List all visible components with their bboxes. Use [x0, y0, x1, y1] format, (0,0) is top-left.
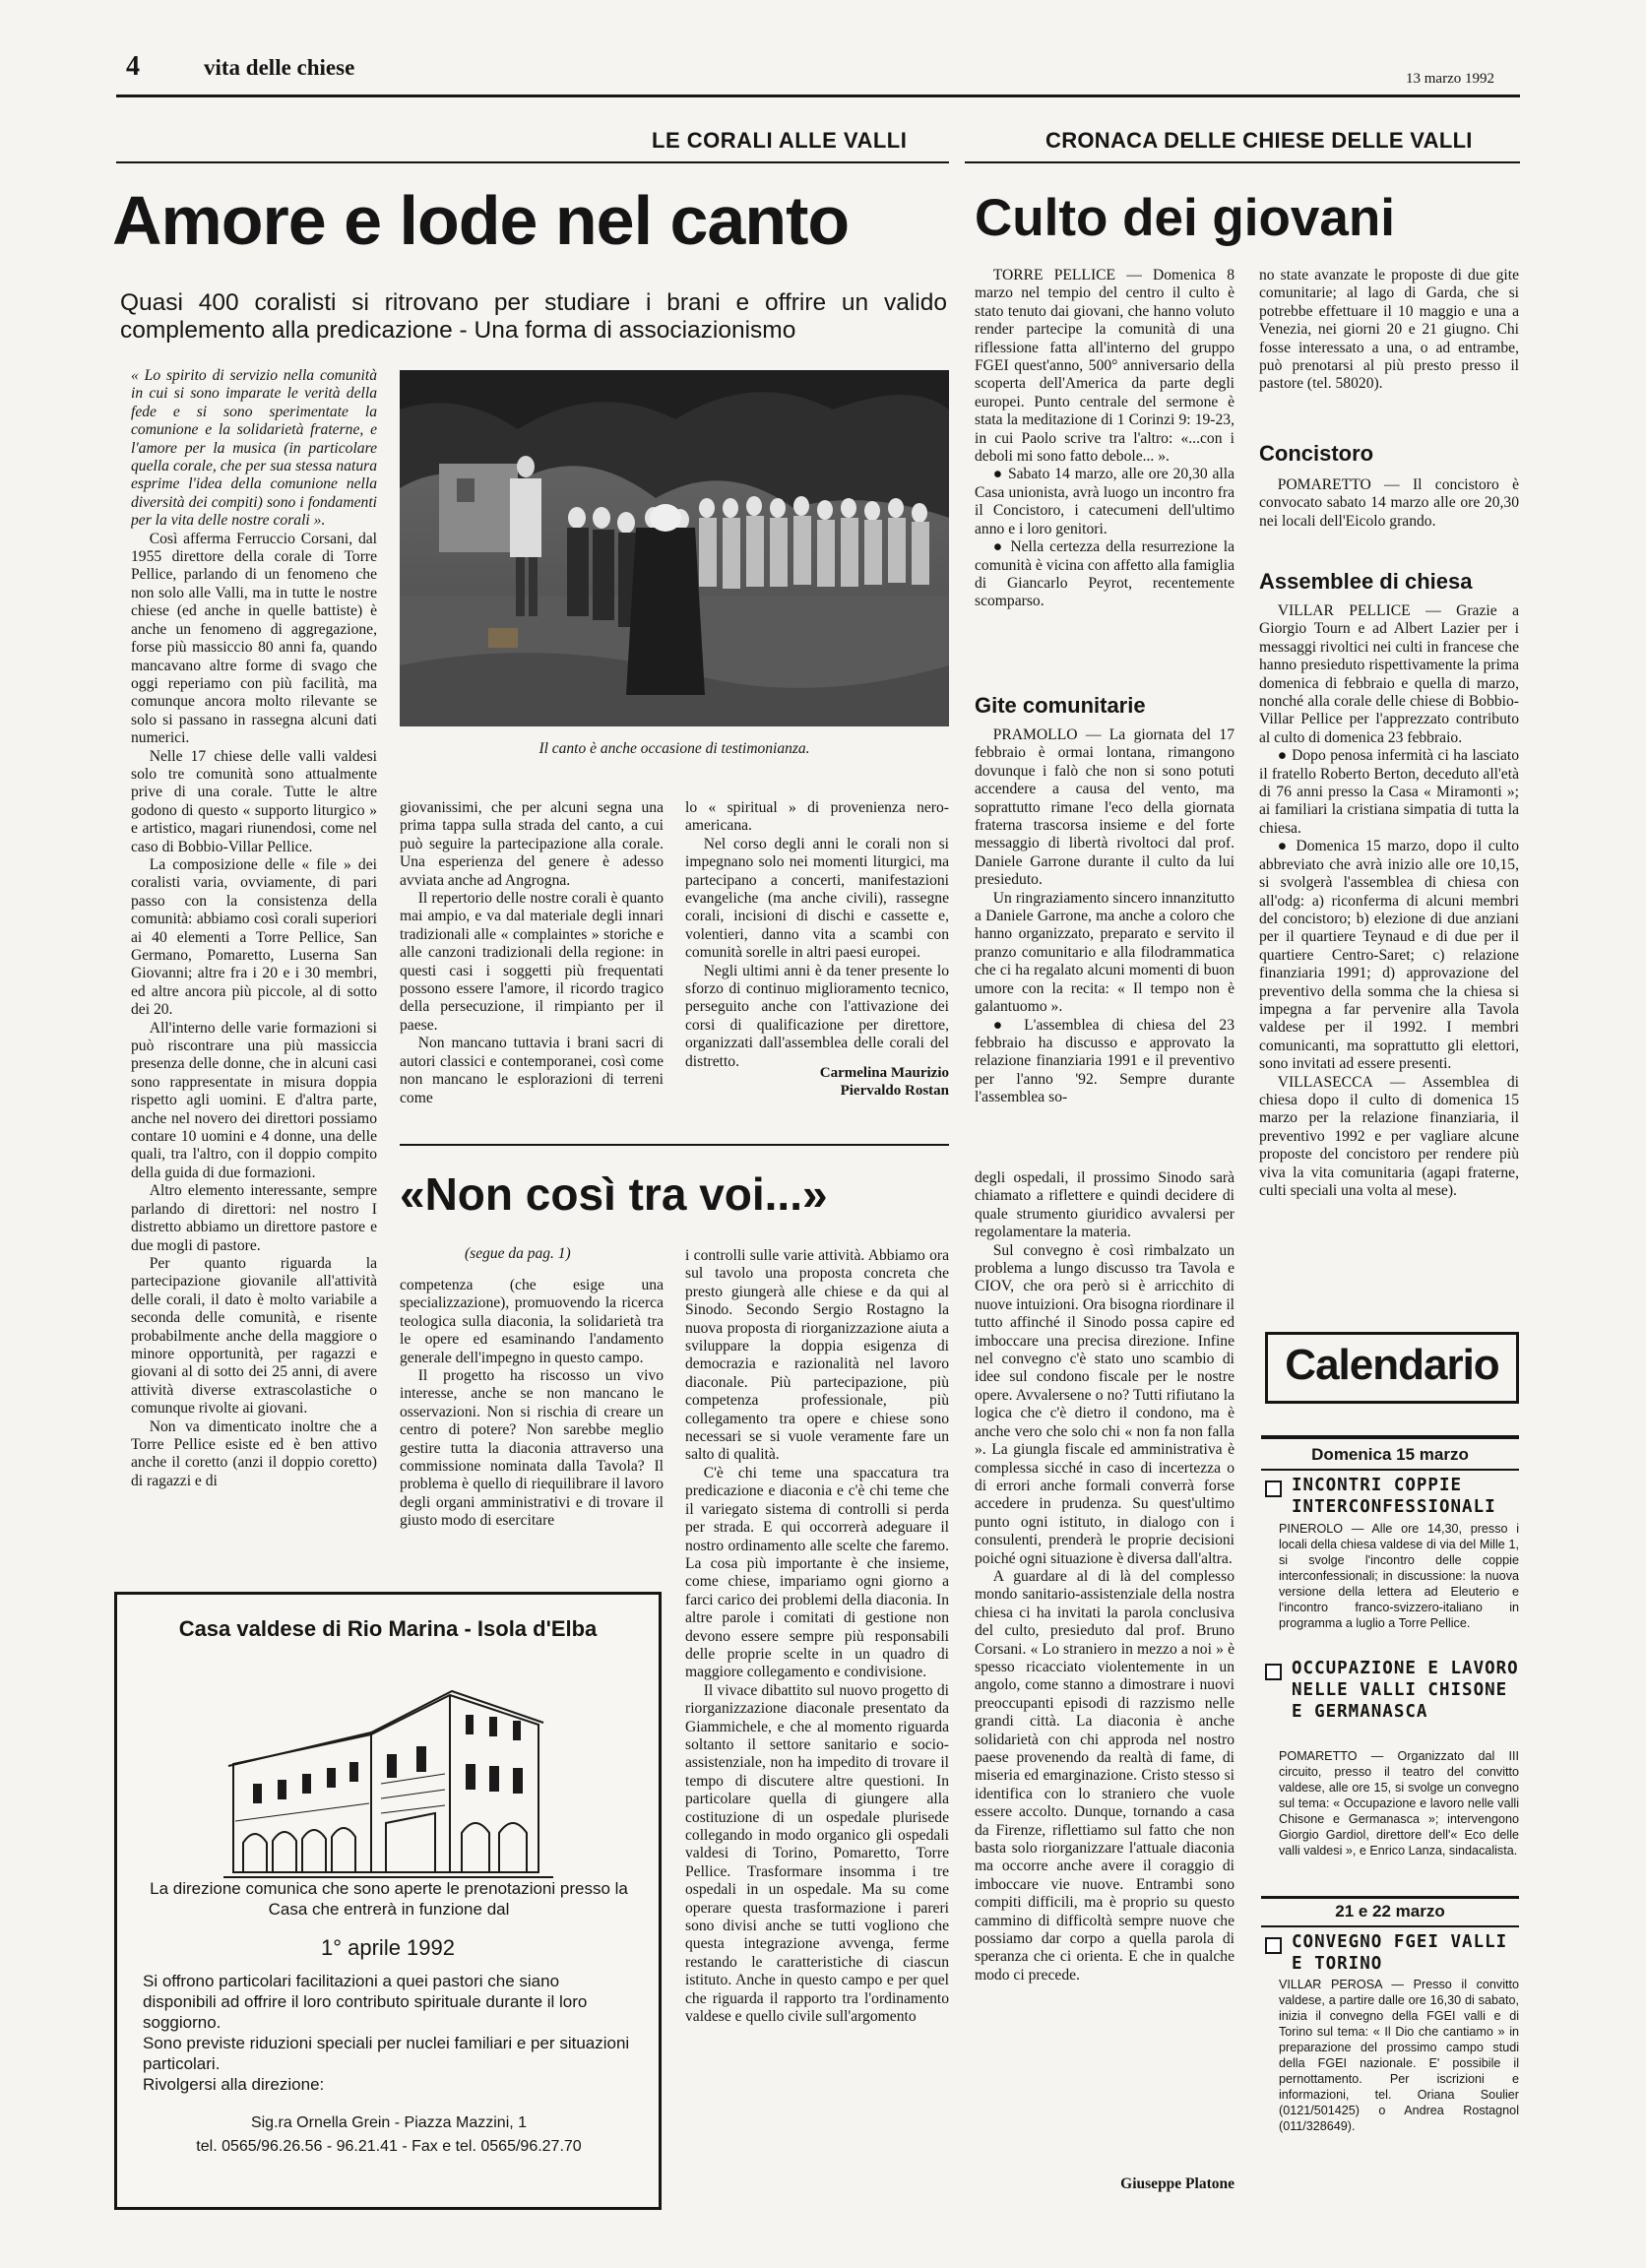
- issue-date: 13 marzo 1992: [1406, 71, 1494, 87]
- calendar-rule: [1261, 1896, 1519, 1899]
- assemblee-column: [1259, 602, 1519, 1313]
- non-cosi-headline: «Non così tra voi...»: [400, 1168, 828, 1220]
- kicker-rule-left: [116, 161, 949, 163]
- ad-body: Si offrono particolari facilitazioni a quei pastori che siano disponibili ad offrire il loro contributo spirituale durante il loro soggiorno. Sono previste riduzioni speciali per nuclei familiari e per situazioni particolari. Rivolgersi alla direzione:: [143, 1972, 630, 2094]
- non-cosi-paragraph: Il vivace dibattito sul nuovo progetto di riorganizzazione diaconale presentato da Giammichele, e che al momento riguarda soltanto il settore sanitario e socio-assistenziale, non ha impedito di trovare il tempo di discutere altre questioni. In particolare quella di giungere alla costituzione di un ospedale plurisede collegando in modo organico gli ospedali valdesi di Torino, Pomaretto, Torre Pellice. Trasformare insomma i tre ospedali in un ospedale. Ma su come operare questa trasformazione i pareri sono divisi anche se tutti vogliono che questa integrazione avvenga, ferme restando le caratteristiche di ciascun istituto. Anche in questo campo e per quel che riguarda il rapporto tra l'ordinamento valdese e quello civile sull'argomento: [685, 1681, 949, 2026]
- event-3-title: CONVEGNO FGEI VALLI E TORINO: [1292, 1932, 1508, 1974]
- gite-continuation: no state avanzate le proposte di due gite comunitarie; al lago di Garda, che si potrebbe effettuare il 10 maggio e una a Venezia, nei giorni 20 e 21 giugno. Chi fosse interessato a una, o ad entrambe, può prenotarsi al più presto presso il pastore (tel. 58020).: [1259, 267, 1519, 393]
- concistoro-text-block: [1259, 476, 1519, 550]
- concistoro-heading: Concistoro: [1259, 441, 1374, 466]
- corali-paragraph: La composizione delle « file » dei coralisti varia, ovviamente, di pari passo con la consistenza della comunità: abbiamo così corali superiori ai 40 elementi a Torre Pellice, San Germano, Pomaretto, Luserna San Giovanni; altre fra i 20 e i 30 membri, ed altre ancora più piccole, al di sotto dei 20.: [131, 855, 377, 1019]
- corali-paragraph: Non mancano tuttavia i brani sacri di autori classici e contemporanei, così come non mancano le esplorazioni di terreni come: [400, 1035, 664, 1106]
- gite-column: [975, 726, 1234, 1135]
- corali-paragraph: Nel corso degli anni le corali non si impegnano solo nei momenti liturgici, ma partecipano a concerti, manifestazioni evangeliche (ma anche civili), rassegne corali, incisioni di dischi e cassette e, volentieri, danno vita a scambi con comunità sorelle in altri paesi europei.: [685, 835, 949, 962]
- house-illustration: [223, 1656, 558, 1882]
- calendar-date-2: 21 e 22 marzo: [1335, 1902, 1445, 1921]
- concistoro-text: POMARETTO — Il concistoro è convocato sabato 14 marzo alle ore 20,30 nei locali dell'Eicolo grando.: [1259, 476, 1519, 530]
- continued-note: (segue da pag. 1): [465, 1245, 571, 1262]
- ad-contact: Sig.ra Ornella Grein - Piazza Mazzini, 1: [250, 2114, 528, 2131]
- corali-paragraph: All'interno delle varie formazioni si può riscontrare una più massiccia presenza delle donne, che in alcuni casi sono rappresentate in misura doppia rispetto agli uomini. E d'altra parte, anche nel novero dei direttori possiamo contare 10 uomini e 4 donne, una delle quali, tra l'altro, con il doppio compito della guida di due formazioni.: [131, 1019, 377, 1181]
- publication-name: vita delle chiese: [204, 55, 355, 80]
- kicker-rule-right: [965, 161, 1520, 163]
- corali-column-2: [400, 799, 664, 1144]
- corali-paragraph: Il repertorio delle nostre corali è quanto mai ampio, e va dal materiale degli innari tradizionali alle « complaintes » storiche e alle canzoni tradizionali della regione: in questi casi i soggetti più frequentati possono essere l'amore, il ricordo tragico della persecuzione, il rimpianto per il paese.: [400, 890, 664, 1034]
- assemblee-paragraph: VILLASECCA — Assemblea di chiesa dopo il culto di domenica 15 marzo per la relazione finanziaria, il preventivo 1992 e per vagliare alcune proposte del concistoro per rendere più viva la vita comunitaria (agapi fraterne, culti speciali una volta al mese).: [1259, 1073, 1519, 1199]
- ad-opening-date: 1° aprile 1992: [320, 1935, 455, 1960]
- gite-heading: Gite comunitarie: [975, 693, 1146, 718]
- corali-quote: « Lo spirito di servizio nella comunità in cui si sono imparate le verità della fede e si sono sperimentate la comunione e la solidarietà fraterne, e l'amore per la musica (in particolare quella corale, che per sua stessa natura esprime l'idea della comunione nella diversità dei compiti) sono i fondamenti per la vita delle nostre corali ».: [131, 367, 377, 530]
- calendar-title: Calendario: [1285, 1341, 1499, 1389]
- choir-photo-illustration: [400, 370, 949, 726]
- event-1-text: PINEROLO — Alle ore 14,30, presso i locali della chiesa valdese di via del Mille 1, si svolge l'incontro delle coppie interconfessionali; in discussione: la nuova versione della lettera ad Eleuterio e l'incontro franco-svizzero-italiano in programma a luglio a Torre Pellice.: [1279, 1522, 1519, 1630]
- non-cosi-paragraph: degli ospedali, il prossimo Sinodo sarà chiamato a riflettere e quindi decidere di quale strumento giuridico avvalersi per regolamentare la materia.: [975, 1169, 1234, 1241]
- choir-photo: [400, 370, 949, 726]
- corali-paragraph: Nelle 17 chiese delle valli valdesi solo tre comunità sono attualmente prive di una corale. Tutte le altre godono di questo « supporto liturgico » e artistico, magari riunendosi, come nel caso di Bobbio-Villar Pellice.: [131, 747, 377, 855]
- event-checkbox[interactable]: [1265, 1937, 1282, 1954]
- left-kicker: LE CORALI ALLE VALLI: [652, 128, 908, 153]
- right-headline: Culto dei giovani: [975, 189, 1395, 247]
- non-cosi-author: Giuseppe Platone: [1120, 2175, 1234, 2192]
- non-cosi-column-1: [400, 1277, 664, 1570]
- assemblee-paragraph: ● Domenica 15 marzo, dopo il culto abbreviato che avrà inizio alle ore 10,15, si svolgerà l'assemblea di chiesa con all'odg: a) riconferma di alcuni membri del concistoro; b) elezione di due anziani per il quartiere Teynaud e di due per il quartiere Centro-Saret; c) relazione finanziaria 1991; d) approvazione del preventivo della somma che la chiesa si impegna a far pervenire alla Tavola valdese per il 1992. I membri comunicanti, ma soprattutto gli elettori, sono invitati ad essere presenti.: [1259, 838, 1519, 1073]
- event-checkbox[interactable]: [1265, 1664, 1282, 1680]
- non-cosi-paragraph: Il progetto ha riscosso un vivo interesse, anche se non mancano le osservazioni. Non si rischia di creare un centro di potere? Non sarebbe meglio gestire tutta la diaconia attraverso una commissione nominata dalla Tavola? Il problema è quello di riequilibrare il lavoro degli organi amministrativi e di trovare il giusto modo di esercitare: [400, 1367, 664, 1530]
- ad-phone: tel. 0565/96.26.56 - 96.21.41 - Fax e tel. 0565/96.27.70: [196, 2138, 582, 2155]
- cronaca-paragraph: ● Sabato 14 marzo, alle ore 20,30 alla Casa unionista, avrà luogo un incontro fra il Concistoro, i catecumeni dell'ultimo anno e i loro genitori.: [975, 466, 1234, 537]
- cronaca-paragraph: ● Nella certezza della resurrezione la comunità è vicina con affetto alla famiglia di Giancarlo Peyrot, recentemente scomparso.: [975, 538, 1234, 610]
- corali-author: Piervaldo Rostan: [840, 1083, 949, 1099]
- non-cosi-paragraph: C'è chi teme una spaccatura tra predicazione e diaconia e c'è chi teme che il variegato sistema di controlli si perda per strada. E qui occorrerà adeguare il nostro ordinamento alle scelte che faremo. La cosa più importante è che insieme, come chiese, impariamo ogni giorno a farci carico dei problemi della diaconia. In altre parole i comitati di gestione non devono essere sempre più responsabili delle proprie scelte in un quadro di maggiore collegamento e condivisione.: [685, 1464, 949, 1681]
- non-cosi-paragraph: Sul convegno è così rimbalzato un problema a lungo discusso tra Tavola e CIOV, che ora però si è arricchito di nuove intuizioni. Ora bisogna riordinare il tutto affinché il Sinodo possa capire ed imboccare una precisa direzione. Infine nel convegno c'è stato uno scambio di idee sul condono fiscale per le nostre opere. Avvalersene o no? Tutti rifiutano la logica che c'è dietro il condono, ma è anche vero che solo chi « non fa non falla ». La giungla fiscale ed amministrativa è complessa sicché in caso di incertezza o di errori anche formali converrà forse accedere in prudenza. Su quest'ultimo punto ogni istituto, in dialogo con i consulenti, prenderà le proprie decisioni poiché ogni situazione è diversa dall'altra.: [975, 1241, 1234, 1567]
- non-cosi-column-3: [975, 1169, 1234, 2170]
- corali-paragraph: Non va dimenticato inoltre che a Torre Pellice esiste ed è ben attivo anche il coretto (anzi il doppio coretto) di ragazzi e di: [131, 1418, 377, 1489]
- corali-paragraph: lo « spiritual » di provenienza nero-americana.: [685, 799, 949, 835]
- event-checkbox[interactable]: [1265, 1480, 1282, 1497]
- photo-caption: Il canto è anche occasione di testimonianza.: [538, 740, 810, 757]
- corali-author: Carmelina Maurizio: [819, 1065, 949, 1081]
- assemblee-heading: Assemblee di chiesa: [1259, 569, 1473, 594]
- left-subhead: Quasi 400 coralisti si ritrovano per studiare i brani e offrire un valido complemento alla predicazione - Una forma di associazionismo: [120, 289, 947, 344]
- casa-valdese-ad: [114, 1592, 662, 2210]
- gite-paragraph: Un ringraziamento sincero innanzitutto a Daniele Garrone, ma anche a coloro che hanno organizzato, preparato e servito il pranzo comunitario e alla filodrammatica che ci ha regalato alcuni momenti di buon umore con la recita: « Il tempo non è galantuomo ».: [975, 889, 1234, 1016]
- non-cosi-paragraph: competenza (che esige una specializzazione), promuovendo la ricerca teologica sulla diaconia, la solidarietà tra le opere ed esaminando l'andamento generale dell'impegno in questo campo.: [400, 1277, 664, 1366]
- event-1-title: INCONTRI COPPIE INTERCONFESSIONALI: [1292, 1476, 1496, 1517]
- event-2-title: OCCUPAZIONE E LAVORO NELLE VALLI CHISONE E GERMANASCA: [1292, 1659, 1519, 1722]
- masthead-rule: [116, 94, 1520, 97]
- calendar-rule: [1261, 1925, 1519, 1927]
- corali-column-1: [131, 367, 377, 1573]
- assemblee-paragraph: VILLAR PELLICE — Grazie a Giorgio Tourn e ad Albert Lazier per i messaggi rivoltici nei culti in francese che hanno presieduto rispettivamente la prima domenica di febbraio e quella di marzo, nonché alla corale delle chiese di Bobbio-Villar Pellice per l'apprezzato contributo al culto di domenica 23 febbraio.: [1259, 602, 1519, 746]
- left-headline: Amore e lode nel canto: [112, 182, 850, 259]
- page-number: 4: [126, 51, 140, 82]
- non-cosi-column-2: [685, 1247, 949, 2204]
- gite-paragraph: PRAMOLLO — La giornata del 17 febbraio è ormai lontana, rimangono dovunque i falò che non si sono potuti accendere a causa del vento, ma soprattutto rimane l'eco della giornata fraterna trascorsa insieme e del forte messaggio di libertà rivoltoci dal prof. Daniele Garrone durante il culto da lui presieduto.: [975, 726, 1234, 889]
- ad-title: Casa valdese di Rio Marina - Isola d'Elba: [178, 1616, 598, 1641]
- calendar-rule: [1261, 1435, 1519, 1439]
- corali-paragraph: Così afferma Ferruccio Corsani, dal 1955 direttore della corale di Torre Pellice, parlando di un fenomeno che non solo alle Valli, ma in tutte le nostre chiese (ed anche in quelle battiste) è anche un fenomeno di aggregazione, forse più massiccio 80 anni fa, quando mancavano altre forme di svago che oggi reperiamo con più facilità, ma comunque ancora molto rilevante se solo si passano in rassegna alcuni dati numerici.: [131, 530, 377, 747]
- non-cosi-paragraph: A guardare al di là del complesso mondo sanitario-assistenziale della nostra chiesa ci ha invitati la parola conclusiva del culto, presieduto dal prof. Bruno Corsani. « Lo straniero in mezzo a noi » è spesso ricacciato violentemente in un angolo, come stanno a dimostrare i nuovi preoccupanti episodi di razzismo nelle grandi città. La diaconia è anche solidarietà con chi approda nel nostro paese provenendo da realtà di fame, di miseria ed emarginazione. Cristo stesso si identifica con lo straniero che vuole essere accolto. Dunque, tornando a casa da Firenze, riflettiamo sul fatto che non basta solo riorganizzare l'attuale diaconia ma occorre anche avere il coraggio di imboccare vie nuove. Entrambi sono compiti difficili, ma è proprio su questo cammino di difficoltà sempre nuove che possiamo dar corpo a quella parola di speranza che ci orienta. E che in qualche modo ci precede.: [975, 1567, 1234, 1984]
- calendar-box: [1265, 1332, 1519, 1404]
- article-divider: [400, 1144, 949, 1146]
- cronaca-paragraph: TORRE PELLICE — Domenica 8 marzo nel tempio del centro il culto è stato tenuto dai giovani, che hanno voluto render partecipe la comunità di una riflessione fatta all'interno del gruppo FGEI quest'anno, 500° anniversario della scoperta dell'America da parte degli europei. Punto centrale del sermone è stata la meditazione di 1 Corinzi 9: 19-23, in cui Paolo scrive tra l'altro: «...con i deboli mi sono fatto debole... ».: [975, 267, 1234, 466]
- corali-paragraph: Per quanto riguarda la partecipazione giovanile all'attività delle corali, il dato è molto variabile a seconda delle comunità, e risente probabilmente anche della maggiore o minore opportunità, per ragazzi e giovani al di sotto dei 25 anni, di avere attività diverse extrascolastiche o comunque rivolte ai giovani.: [131, 1254, 377, 1418]
- corali-paragraph: Altro elemento interessante, sempre parlando di direttori: nel nostro I distretto abbiamo un direttore pastore e due mogli di pastore.: [131, 1182, 377, 1254]
- corali-paragraph: Negli ultimi anni è da tener presente lo sforzo di continuo miglioramento tecnico, perseguito anche con l'attivazione dei corsi di qualificazione per direttore, organizzati dall'assemblea delle corali del distretto.: [685, 962, 949, 1070]
- right-kicker: CRONACA DELLE CHIESE DELLE VALLI: [1045, 128, 1473, 153]
- cronaca-column-b: [1259, 267, 1519, 416]
- event-3-text: VILLAR PEROSA — Presso il convitto valdese, a partire dalle ore 16,30 di sabato, inizia il convegno della FGEI valli e di Torino sul tema: « Il Dio che cantiamo » in preparazione del prossimo campo studi della FGEI nazionale. E' possibile il pernottamento. Per iscrizioni e informazioni, tel. Oriana Soulier (0121/501425) o Andrea Rostagnol (011/328649).: [1279, 1978, 1519, 2133]
- cronaca-column-a: [975, 267, 1234, 671]
- non-cosi-paragraph: i controlli sulle varie attività. Abbiamo ora sul tavolo una proposta concreta che presto giungerà alle chiese e da qui al Sinodo. Secondo Sergio Rostagno la nuova proposta di riorganizzazione aiuta a sviluppare la doppia esigenza di democrazia e razionalità nel lavoro diaconale. Più partecipazione, più competenza professionale, più collegamento tra opere e chiese sono necessari se si vuole veramente fare un salto di qualità.: [685, 1247, 949, 1464]
- event-2-text: POMARETTO — Organizzato dal III circuito, presso il teatro del convitto valdese, alle ore 15, si svolge un convegno sul tema: « Occupazione e lavoro nelle valli Chisone e Germanasca »; intervengono Giorgio Gardiol, direttore dell'« Eco delle valli valdesi », e Enrico Lanza, sindacalista.: [1279, 1749, 1519, 1858]
- corali-paragraph: giovanissimi, che per alcuni segna una prima tappa sulla strada del canto, a cui può seguire la partecipazione alla corale. Una esperienza del genere è adesso avviata anche ad Angrogna.: [400, 799, 664, 889]
- gite-paragraph: ● L'assemblea di chiesa del 23 febbraio ha discusso e approvato la relazione finanziaria 1991 e il preventivo per l'anno '92. Sempre durante l'assemblea so-: [975, 1016, 1234, 1106]
- calendar-date-1: Domenica 15 marzo: [1311, 1445, 1469, 1464]
- house-drawing: [223, 1656, 558, 1882]
- assemblee-paragraph: ● Dopo penosa infermità ci ha lasciato il fratello Roberto Berton, deceduto all'età di 76 anni presso la Casa « Miramonti »; ai familiari la cristiana simpatia di tutta la chiesa.: [1259, 747, 1519, 837]
- calendar-rule: [1261, 1469, 1519, 1471]
- corali-column-3: [685, 799, 949, 1071]
- ad-intro: La direzione comunica che sono aperte le prenotazioni presso la Casa che entrerà in funzione dal: [150, 1879, 628, 1919]
